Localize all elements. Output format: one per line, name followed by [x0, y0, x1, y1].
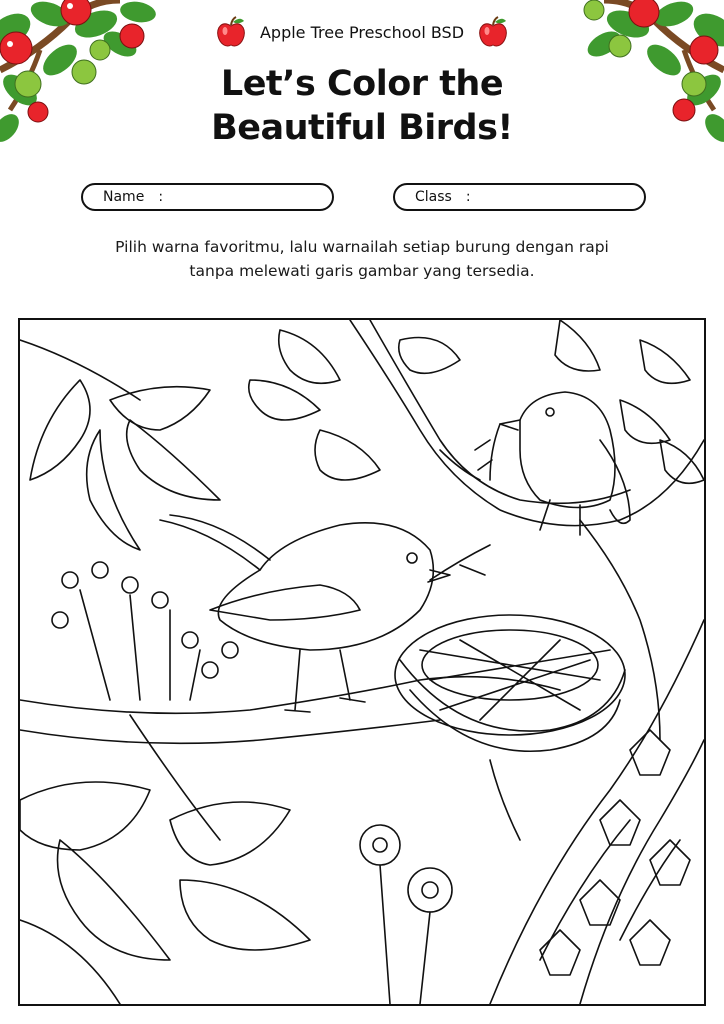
school-name: Apple Tree Preschool BSD	[259, 22, 465, 42]
name-colon: :	[158, 189, 164, 205]
name-field[interactable]	[81, 183, 334, 211]
title-line-1: Let’s Color the	[220, 64, 504, 104]
middle-branch	[20, 677, 560, 840]
class-field[interactable]	[393, 183, 646, 211]
apple-icon	[478, 16, 508, 48]
instructions	[60, 235, 664, 283]
lower-bird	[160, 515, 490, 712]
page-title	[0, 62, 724, 150]
nest	[395, 615, 625, 840]
apple-icon	[216, 16, 246, 48]
school-header	[0, 16, 724, 48]
daisies	[360, 825, 452, 1004]
instructions-line-1: Pilih warna favoritmu, lalu warnailah setiap burung dengan rapi	[115, 238, 609, 256]
small-leaves	[249, 320, 704, 483]
coloring-illustration	[18, 318, 706, 1006]
class-colon: :	[465, 189, 471, 205]
upper-bird	[475, 392, 630, 535]
ivy-leaves	[540, 730, 690, 975]
name-label: Name	[103, 189, 145, 205]
class-label: Class	[415, 189, 452, 205]
flowers-left	[52, 562, 238, 700]
instructions-line-2: tanpa melewati garis gambar yang tersedia.	[189, 262, 535, 280]
title-line-2: Beautiful Birds!	[211, 108, 513, 148]
oak-leaves	[20, 340, 310, 1004]
